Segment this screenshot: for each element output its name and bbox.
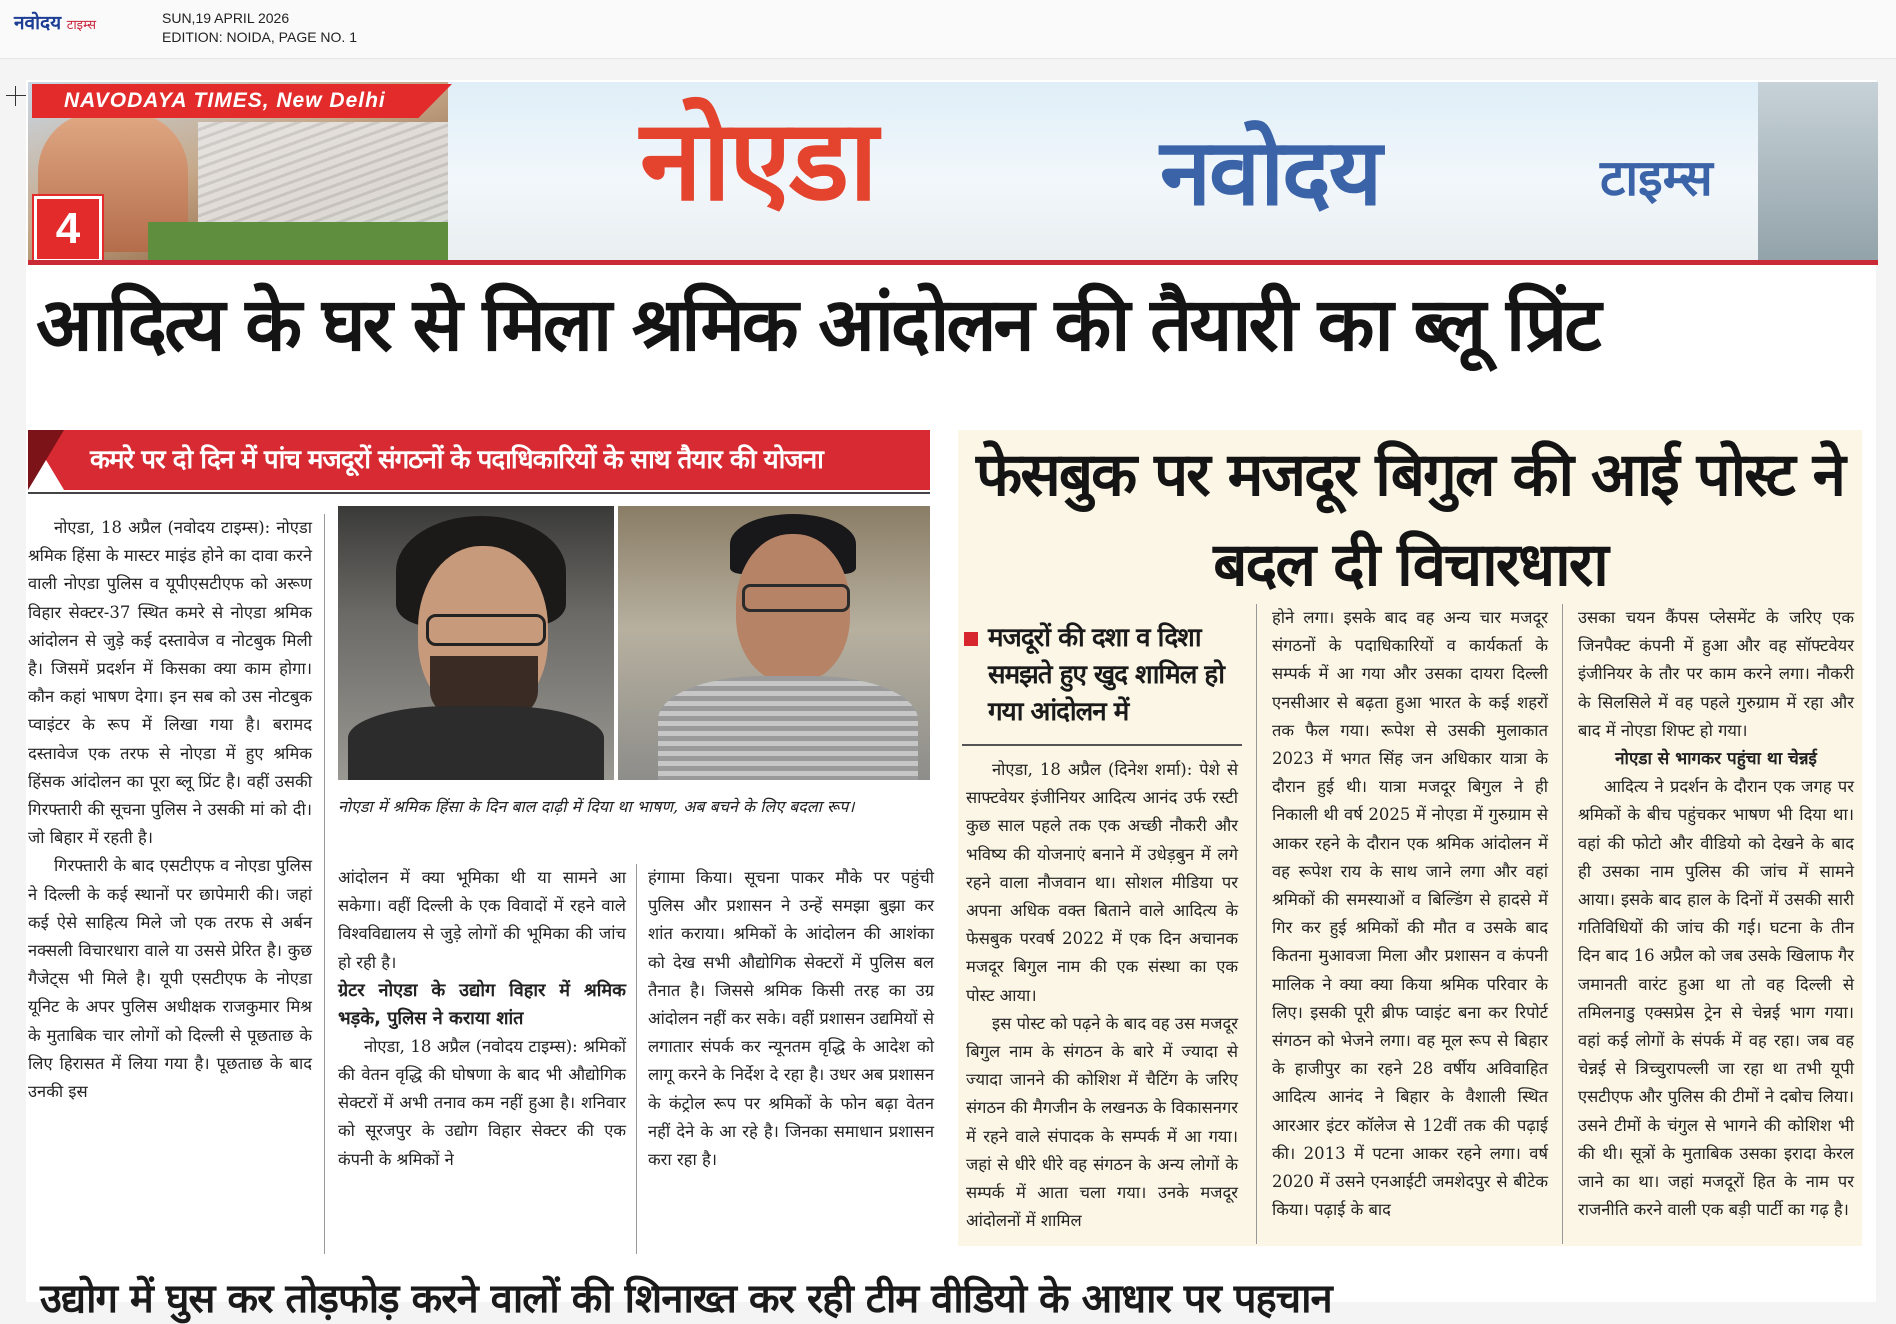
masthead-ribbon-text: NAVODAYA TIMES, New Delhi	[64, 89, 386, 112]
masthead-divider	[28, 260, 1878, 265]
masthead-photo-right	[1758, 82, 1878, 260]
edition-page: EDITION: NOIDA, PAGE NO. 1	[162, 29, 357, 45]
column-rule	[1562, 604, 1563, 1244]
paragraph: होने लगा। इसके बाद वह अन्य चार मजदूर संगठनों के पदाधिकारियों व कार्यकर्ता के सम्पर्क में आ गया और उसका दायरा दिल्ली एनसीआर से बढ़ता हुआ भारत के कई शहरों तक फैल गया। रूपेश से उसकी मुलाकात 2023 में भगत सिंह जन अधिकार यात्रा के दौरान हुई थी। यात्रा मजदूर बिगुल ने ही निकाली थी वर्ष 2025 में नोएडा में गुरुग्राम से आकर रहने के दौरान एक श्रमिक आंदोलन में वह रूपेश राय के साथ जाने लगा और वहां श्रमिकों की समस्याओं व बिल्डिंग से हादसे में गिर कर हुई श्रमिकों की मौत व उसके बाद कितना मुआवजा मिला और प्रशासन व कंपनी मालिक ने क्या क्या किया श्रमिक परिवार के लिए। इसकी पूरी ब्रीफ प्वाइंट बना कर रिपोर्ट संगठन को भेजने लगा। वह मूल रूप से बिहार के हाजीपुर का रहने 28 वर्षीय अविवाहित आदित्य आनंद ने बिहार के वैशाली स्थित आरआर इंटर कॉलेज से 12वीं तक की पढ़ाई की। 2013 में पटना आकर रहने लगा। वर्ष 2020 में उसने एनआईटी जमशेदपुर से बीटेक किया। पढ़ाई के बाद	[1272, 608, 1548, 1220]
column-rule	[1256, 604, 1257, 1244]
top-bar	[0, 0, 1896, 59]
publication-logo[interactable]: नवोदय टाइम्स	[14, 12, 97, 34]
right-story-title[interactable]: फेसबुक पर मजदूर बिगुल की आई पोस्ट ने बदल दी विचारधारा	[976, 440, 1844, 600]
left-story-column-2[interactable]	[338, 864, 626, 1174]
masthead-title-times: टाइम्स	[1600, 149, 1713, 207]
paragraph: नोएडा, 18 अप्रैल (नवोदय टाइम्स): नोएडा श्रमिक हिंसा के मास्टर माइंड होने का दावा करने वाली नोएडा पुलिस व यूपीएसटीएफ को अरूण विहार सेक्टर-37 स्थित कमरे से नोएडा श्रमिक आंदोलन से जुड़े कई दस्तावेज व नोटबुक मिली है। जिसमें प्रदर्शन में किसका क्या काम होगा। कौन कहां भाषण देगा। इन सब को उस नोटबुक प्वाइंटर के रूप में लिखा गया है। बरामद दस्तावेज एक तरफ से नोएडा में हुए श्रमिक हिंसक आंदोलन का पूरा ब्लू प्रिंट है। वहीं उसकी गिरफ्तारी की सूचना पुलिस ने उसकी मां को दी। जो बिहार में रहती है।	[28, 518, 312, 848]
page-number-badge: 4	[34, 196, 102, 262]
masthead-title-navodaya: नवोदय	[1160, 119, 1381, 226]
paragraph: गिरफ्तारी के बाद एसटीएफ व नोएडा पुलिस ने दिल्ली के कई स्थानों पर छापेमारी की। जहां कई ऐसे साहित्य मिले जो एक तरफ से अर्बन नक्सली विचारधारा वाले या उससे प्रेरित है। कुछ गैजेट्स भी मिले है। यूपी एसटीएफ के नोएडा यूनिट के अपर पुलिस अधीक्षक राजकुमार मिश्र के मुताबिक चार लोगों को दिल्ली से पूछताछ के लिए हिरासत में लिया गया है। पूछताछ के बाद उनकी इस	[28, 856, 312, 1102]
left-story-column-1[interactable]	[28, 514, 312, 1106]
paragraph: आंदोलन में क्या भूमिका थी या सामने आ सकेगा। वहीं दिल्ली के एक विवादों में रहने वाले विश्वविद्यालय से जुड़े लोगों की भूमिका की जांच हो रही है।	[338, 868, 626, 972]
page-headline[interactable]: आदित्य के घर से मिला श्रमिक आंदोलन की तैयारी का ब्लू प्रिंट	[36, 282, 1599, 368]
right-story-column-1[interactable]	[966, 756, 1238, 1235]
column-rule	[636, 864, 637, 1254]
kicker-text: मजदूरों की दशा व दिशा समझते हुए खुद शामिल हो गया आंदोलन में	[988, 623, 1224, 727]
paragraph: इस पोस्ट को पढ़ने के बाद वह उस मजदूर बिगुल नाम के संगठन के बारे में ज्यादा से ज्यादा जानने की कोशिश में चैटिंग के जरिए संगठन की मैगजीन के लखनऊ के विकासनगर में रहने वाले संपादक के सम्पर्क में आ गया। जहां से धीरे धीरे वह संगठन के अन्य लोगों के सम्पर्क में आता चला गया। उनके मजदूर आंदोलनों में शामिल	[966, 1013, 1238, 1231]
section-subtitle: नोएडा से भागकर पहुंचा था चेन्नई	[1615, 749, 1817, 770]
edition-info	[162, 9, 357, 47]
right-story-column-2[interactable]	[1272, 604, 1548, 1224]
photo-aditya-before[interactable]	[338, 506, 614, 780]
photo-caption: नोएडा में श्रमिक हिंसा के दिन बाल दाढ़ी में दिया था भाषण, अब बचने के लिए बदला रूप।	[338, 797, 855, 816]
paragraph: नोएडा, 18 अप्रैल (नवोदय टाइम्स): श्रमिकों की वेतन वृद्धि की घोषणा के बाद भी औद्योगिक सेक्टरों में अभी तनाव कम नहीं हुआ है। शनिवार को सूरजपुर के उद्योग विहार सेक्टर की एक कंपनी के श्रमिकों ने	[338, 1036, 626, 1169]
left-story-subhead[interactable]	[28, 430, 930, 490]
section-subtitle: ग्रेटर नोएडा के उद्योग विहार में श्रमिक भड़के, पुलिस ने कराया शांत	[338, 979, 626, 1029]
edition-date: SUN,19 APRIL 2026	[162, 10, 290, 26]
masthead-title-noida: नोएडा	[640, 96, 877, 226]
paragraph: उसका चयन कैंपस प्लेसमेंट के जरिए एक जिनपैक्ट कंपनी में हुआ और वह सॉफ्टवेयर इंजीनियर के तौर पर काम करने लगा। नौकरी के सिलसिले में वह पहले गुरुग्राम में रहा और बाद में नोएडा शिफ्ट हो गया।	[1578, 608, 1854, 740]
bullet-square-icon	[964, 632, 978, 646]
left-story-subhead-text: कमरे पर दो दिन में पांच मजदूरों संगठनों के पदाधिकारियों के साथ तैयार की योजना	[90, 445, 823, 475]
photo-aditya-after[interactable]	[618, 506, 930, 780]
bottom-teaser-headline[interactable]: उद्योग में घुस कर तोड़फोड़ करने वालों की शिनाख्त कर रही टीम वीडियो के आधार पर पहचान	[40, 1276, 1332, 1322]
paragraph: नोएडा, 18 अप्रैल (दिनेश शर्मा): पेशे से साफ्टवेयर इंजीनियर आदित्य आनंद उर्फ रस्टी कुछ साल पहले तक एक अच्छी नौकरी और भविष्य की योजनाएं बनाने में उधेड़बुन में लगे रहने वाला नौजवान था। सोशल मीडिया पर अपना अधिक वक्त बिताने वाले आदित्य के फेसबुक परवर्ष 2022 में एक दिन अचानक मजदूर बिगुल नाम की एक संस्था का एक पोस्ट आया।	[966, 760, 1238, 1005]
kicker-rule	[962, 744, 1242, 746]
left-story-column-3[interactable]	[648, 864, 934, 1174]
right-story-column-3[interactable]	[1578, 604, 1854, 1224]
paragraph: आदित्य ने प्रदर्शन के दौरान एक जगह पर श्रमिकों के बीच पहुंचकर भाषण भी दिया था। वहां की फोटो और वीडियो को देखने के बाद ही उसका नाम पुलिस की जांच में सामने आया। इसके बाद हाल के दिनों में उसकी सारी गतिविधियों की जांच की गई। घटना के तीन दिन बाद 16 अप्रैल को जब उसके खिलाफ गैर जमानती वारंट हुआ था तो वह दिल्ली से तमिलनाडु एक्सप्रेस ट्रेन से चेन्नई भाग गया। वहां कई लोगों के संपर्क में वह रहा। जब वह चेन्नई से त्रिच्चुरापल्ली जा रहा था तभी यूपी एसटीएफ और पुलिस की टीमों ने दबोच लिया। उसने टीमों के चंगुल से भागने की कोशिश भी की थी। सूत्रों के मुताबिक उसका इरादा केरल जाने का था। जहां मजदूरों हित के नाम पर राजनीति करने वाली एक बड़ी पार्टी का गढ़ है।	[1578, 777, 1854, 1220]
crosshair-cursor-icon	[6, 86, 26, 106]
paragraph: हंगामा किया। सूचना पाकर मौके पर पहुंची पुलिस और प्रशासन ने उन्हें समझा बुझा कर शांत कराया। श्रमिकों के आंदोलन की आशंका को देख सभी औद्योगिक सेक्टरों में पुलिस बल तैनात है। जिससे श्रमिक किसी तरह का उग्र आंदोलन नहीं कर सके। वहीं प्रशासन उद्यमियों से लगातार संपर्क कर न्यूनतम वृद्धि के आदेश को लागू करने के निर्देश दे रहा है। उधर अब प्रशासन के कंट्रोल रूप पर श्रमिकों के फोन बढ़ा वेतन नहीं देने के आ रहे है। जिनका समाधान प्रशासन करा रहा है।	[648, 868, 934, 1170]
column-rule	[324, 514, 325, 1254]
